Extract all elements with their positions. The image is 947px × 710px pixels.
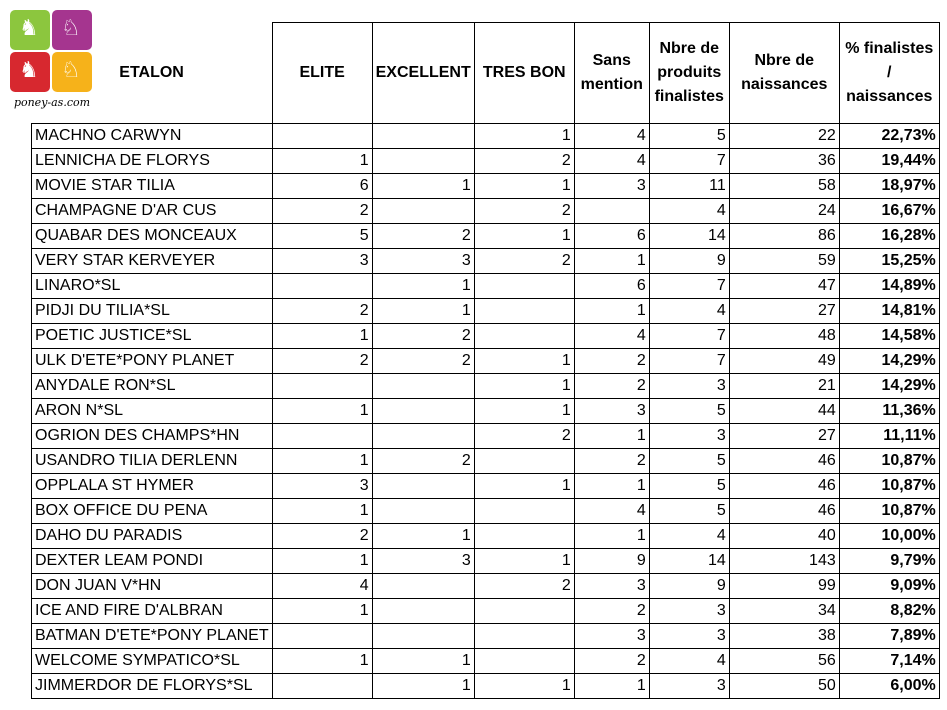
cell-excellent: 1 [372,274,474,299]
cell-excellent: 3 [372,549,474,574]
cell-elite [272,624,372,649]
cell-sans-mention: 1 [574,674,649,699]
cell-elite [272,674,372,699]
cell-excellent [372,149,474,174]
cell-etalon: BATMAN D'ETE*PONY PLANET [32,624,273,649]
cell-etalon: PIDJI DU TILIA*SL [32,299,273,324]
table-row [32,449,940,474]
cell-naissances: 38 [729,624,839,649]
cell-elite: 4 [272,574,372,599]
cell-etalon: OPPLALA ST HYMER [32,474,273,499]
cell-finalistes: 3 [649,624,729,649]
table-row [32,649,940,674]
cell-naissances: 24 [729,199,839,224]
cell-pct: 11,11% [839,424,939,449]
cell-elite: 3 [272,474,372,499]
cell-tres-bon: 1 [474,174,574,199]
table-row [32,574,940,599]
cell-tres-bon: 1 [474,474,574,499]
table-row [32,624,940,649]
cell-elite: 2 [272,199,372,224]
cell-tres-bon [474,524,574,549]
table-row [32,674,940,699]
cell-finalistes: 7 [649,324,729,349]
cell-finalistes: 4 [649,649,729,674]
header-elite: ELITE [272,23,372,124]
cell-tres-bon: 2 [474,249,574,274]
cell-pct: 7,89% [839,624,939,649]
cell-elite: 2 [272,299,372,324]
cell-excellent: 1 [372,649,474,674]
cell-tres-bon [474,499,574,524]
cell-naissances: 21 [729,374,839,399]
cell-excellent: 1 [372,524,474,549]
cell-pct: 7,14% [839,649,939,674]
cell-excellent: 1 [372,174,474,199]
cell-sans-mention: 4 [574,324,649,349]
table-body [32,124,940,699]
cell-pct: 14,58% [839,324,939,349]
table-row [32,199,940,224]
table-row [32,399,940,424]
header-naissances: Nbre de naissances [729,23,839,124]
cell-sans-mention: 1 [574,249,649,274]
cell-etalon: QUABAR DES MONCEAUX [32,224,273,249]
cell-finalistes: 5 [649,499,729,524]
cell-excellent: 3 [372,249,474,274]
cell-excellent [372,499,474,524]
cell-sans-mention: 2 [574,349,649,374]
cell-tres-bon: 1 [474,674,574,699]
cell-pct: 16,28% [839,224,939,249]
header-tres-bon: TRES BON [474,23,574,124]
cell-sans-mention: 3 [574,399,649,424]
cell-excellent [372,399,474,424]
cell-tres-bon: 2 [474,424,574,449]
stallion-results-table [31,22,940,699]
cell-etalon: DON JUAN V*HN [32,574,273,599]
cell-elite: 2 [272,349,372,374]
cell-finalistes: 7 [649,274,729,299]
cell-etalon: USANDRO TILIA DERLENN [32,449,273,474]
cell-excellent [372,374,474,399]
cell-etalon: ICE AND FIRE D'ALBRAN [32,599,273,624]
logo-tagline: poney-as.com [13,96,91,109]
cell-naissances: 49 [729,349,839,374]
cell-pct: 8,82% [839,599,939,624]
cell-etalon: MACHNO CARWYN [32,124,273,149]
cell-etalon: LENNICHA DE FLORYS [32,149,273,174]
cell-finalistes: 5 [649,449,729,474]
header-produits-finalistes: Nbre de produits finalistes [649,23,729,124]
table-row [32,499,940,524]
cell-tres-bon: 1 [474,124,574,149]
cell-elite: 1 [272,549,372,574]
cell-finalistes: 14 [649,549,729,574]
cell-elite: 1 [272,499,372,524]
cell-etalon: POETIC JUSTICE*SL [32,324,273,349]
table-row [32,599,940,624]
cell-naissances: 27 [729,299,839,324]
cell-etalon: DAHO DU PARADIS [32,524,273,549]
cell-elite: 1 [272,599,372,624]
horse-rider-icon: ♞ [19,16,39,41]
header-excellent: EXCELLENT [372,23,474,124]
cell-etalon: ANYDALE RON*SL [32,374,273,399]
cell-sans-mention: 4 [574,499,649,524]
cell-elite: 3 [272,249,372,274]
cell-pct: 22,73% [839,124,939,149]
cell-naissances: 44 [729,399,839,424]
cell-sans-mention: 3 [574,624,649,649]
cell-etalon: OGRION DES CHAMPS*HN [32,424,273,449]
cell-naissances: 47 [729,274,839,299]
cell-etalon: WELCOME SYMPATICO*SL [32,649,273,674]
cell-naissances: 40 [729,524,839,549]
cell-finalistes: 5 [649,124,729,149]
cell-pct: 18,97% [839,174,939,199]
cell-excellent: 2 [372,349,474,374]
cell-finalistes: 3 [649,674,729,699]
cell-naissances: 46 [729,474,839,499]
cell-finalistes: 4 [649,524,729,549]
cell-excellent: 2 [372,449,474,474]
cell-sans-mention: 6 [574,224,649,249]
cell-finalistes: 9 [649,249,729,274]
cell-tres-bon: 1 [474,349,574,374]
cell-elite: 6 [272,174,372,199]
table-row [32,349,940,374]
cell-naissances: 56 [729,649,839,674]
cell-pct: 11,36% [839,399,939,424]
cell-finalistes: 3 [649,424,729,449]
cell-finalistes: 9 [649,574,729,599]
cell-excellent: 2 [372,324,474,349]
cell-pct: 14,81% [839,299,939,324]
cell-sans-mention: 6 [574,274,649,299]
cell-etalon: MOVIE STAR TILIA [32,174,273,199]
cell-finalistes: 5 [649,474,729,499]
cell-tres-bon [474,274,574,299]
cell-pct: 6,00% [839,674,939,699]
cell-elite: 2 [272,524,372,549]
table-row [32,149,940,174]
cell-pct: 9,79% [839,549,939,574]
table-row [32,224,940,249]
cell-finalistes: 3 [649,599,729,624]
cell-pct: 14,29% [839,349,939,374]
cell-naissances: 48 [729,324,839,349]
cell-etalon: ARON N*SL [32,399,273,424]
cell-naissances: 143 [729,549,839,574]
cell-naissances: 46 [729,499,839,524]
table-row [32,549,940,574]
cell-naissances: 99 [729,574,839,599]
cell-finalistes: 3 [649,374,729,399]
cell-sans-mention: 2 [574,599,649,624]
cell-etalon: CHAMPAGNE D'AR CUS [32,199,273,224]
cell-pct: 14,29% [839,374,939,399]
table-row [32,374,940,399]
cell-excellent [372,599,474,624]
table-row [32,524,940,549]
cell-elite: 1 [272,149,372,174]
cell-pct: 9,09% [839,574,939,599]
cell-sans-mention: 4 [574,149,649,174]
cell-elite: 1 [272,399,372,424]
cell-elite [272,424,372,449]
cell-finalistes: 4 [649,299,729,324]
cell-naissances: 22 [729,124,839,149]
cell-tres-bon: 2 [474,199,574,224]
table-row [32,274,940,299]
table-row [32,474,940,499]
cell-tres-bon: 2 [474,574,574,599]
cell-tres-bon [474,649,574,674]
cell-etalon: LINARO*SL [32,274,273,299]
table-row [32,249,940,274]
cell-tres-bon [474,449,574,474]
cell-elite: 5 [272,224,372,249]
cell-elite [272,274,372,299]
cell-naissances: 46 [729,449,839,474]
cell-pct: 19,44% [839,149,939,174]
cell-tres-bon: 1 [474,399,574,424]
header-etalon: ETALON [32,23,273,124]
cell-sans-mention: 3 [574,574,649,599]
header-row [32,23,940,124]
table-row [32,124,940,149]
cell-excellent: 2 [372,224,474,249]
cell-tres-bon [474,624,574,649]
cell-naissances: 27 [729,424,839,449]
cell-pct: 14,89% [839,274,939,299]
pony-icon: ♘ [61,58,81,83]
cell-excellent [372,474,474,499]
cell-etalon: ULK D'ETE*PONY PLANET [32,349,273,374]
cell-etalon: BOX OFFICE DU PENA [32,499,273,524]
table-row [32,299,940,324]
cell-sans-mention: 9 [574,549,649,574]
header-sans-mention: Sans mention [574,23,649,124]
cell-naissances: 59 [729,249,839,274]
header-pct-finalistes: % finalistes / naissances [839,23,939,124]
cell-finalistes: 5 [649,399,729,424]
cell-elite: 1 [272,649,372,674]
cell-sans-mention: 1 [574,524,649,549]
jumping-horse-icon: ♞ [19,58,39,83]
cell-tres-bon: 1 [474,374,574,399]
cell-excellent [372,624,474,649]
cell-finalistes: 11 [649,174,729,199]
cell-tres-bon: 1 [474,549,574,574]
cell-sans-mention: 2 [574,449,649,474]
cell-excellent: 1 [372,674,474,699]
cell-sans-mention: 1 [574,299,649,324]
cell-finalistes: 7 [649,149,729,174]
cell-naissances: 86 [729,224,839,249]
cell-naissances: 50 [729,674,839,699]
cell-etalon: DEXTER LEAM PONDI [32,549,273,574]
cell-tres-bon [474,299,574,324]
cell-naissances: 36 [729,149,839,174]
cell-pct: 10,87% [839,499,939,524]
cell-sans-mention [574,199,649,224]
cell-sans-mention: 2 [574,374,649,399]
table-row [32,424,940,449]
cell-elite [272,124,372,149]
cell-pct: 16,67% [839,199,939,224]
cell-sans-mention: 2 [574,649,649,674]
dressage-rider-icon: ♘ [61,16,81,41]
cell-pct: 10,87% [839,474,939,499]
table-row [32,324,940,349]
cell-excellent [372,574,474,599]
cell-finalistes: 14 [649,224,729,249]
cell-excellent [372,124,474,149]
cell-pct: 10,00% [839,524,939,549]
cell-tres-bon [474,599,574,624]
cell-naissances: 34 [729,599,839,624]
cell-elite: 1 [272,324,372,349]
cell-finalistes: 7 [649,349,729,374]
cell-tres-bon [474,324,574,349]
cell-excellent [372,199,474,224]
cell-sans-mention: 1 [574,474,649,499]
cell-naissances: 58 [729,174,839,199]
cell-pct: 10,87% [839,449,939,474]
cell-sans-mention: 1 [574,424,649,449]
cell-excellent: 1 [372,299,474,324]
cell-etalon: JIMMERDOR DE FLORYS*SL [32,674,273,699]
cell-sans-mention: 4 [574,124,649,149]
cell-excellent [372,424,474,449]
cell-tres-bon: 2 [474,149,574,174]
cell-etalon: VERY STAR KERVEYER [32,249,273,274]
cell-tres-bon: 1 [474,224,574,249]
cell-pct: 15,25% [839,249,939,274]
cell-elite [272,374,372,399]
cell-finalistes: 4 [649,199,729,224]
table-row [32,174,940,199]
cell-elite: 1 [272,449,372,474]
cell-sans-mention: 3 [574,174,649,199]
